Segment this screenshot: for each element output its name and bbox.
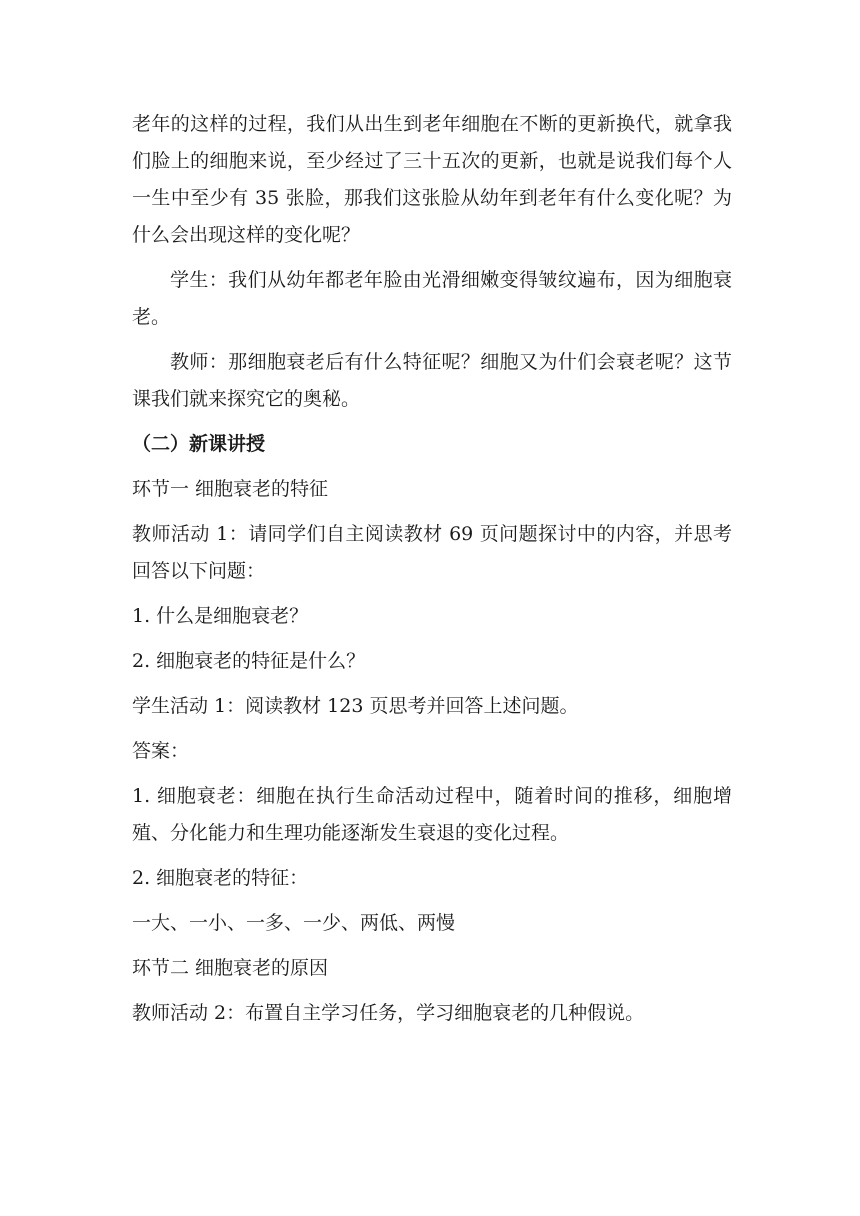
teacher-activity-1: 教师活动 1：请同学们自主阅读教材 69 页问题探讨中的内容，并思考回答以下问题： [132, 523, 732, 582]
answer-2: 2. 细胞衰老的特征： [132, 867, 309, 889]
teacher-activity-2: 教师活动 2：布置自主学习任务，学习细胞衰老的几种假说。 [132, 1002, 645, 1024]
document-body [132, 106, 732, 1040]
answer-1: 1. 细胞衰老：细胞在执行生命活动过程中，随着时间的推移，细胞增殖、分化能力和生理功能逐渐发生衰退的变化过程。 [132, 785, 732, 844]
student-response-paragraph: 学生：我们从幼年都老年脸由光滑细嫩变得皱纹遍布，因为细胞衰老。 [132, 269, 732, 328]
answer-2-detail: 一大、一小、一多、一少、两低、两慢 [132, 912, 456, 934]
answer-label: 答案： [132, 740, 190, 762]
teacher-question-paragraph: 教师：那细胞衰老后有什么特征呢？细胞又为什们会衰老呢？这节课我们就来探究它的奥秘。 [132, 351, 732, 410]
question-1: 1. 什么是细胞衰老？ [132, 605, 309, 627]
student-activity-1: 学生活动 1：阅读教材 123 页思考并回答上述问题。 [132, 695, 579, 717]
link1-title: 环节一 细胞衰老的特征 [132, 478, 329, 500]
question-2: 2. 细胞衰老的特征是什么？ [132, 650, 366, 672]
section-heading: （二）新课讲授 [132, 433, 266, 455]
intro-paragraph: 老年的这样的过程，我们从出生到老年细胞在不断的更新换代，就拿我们脸上的细胞来说，至少经过了三十五次的更新，也就是说我们每个人一生中至少有 35 张脸，那我们这张脸从幼年到老年有什么变化呢？为什么会出现这样的变化呢？ [132, 113, 732, 246]
link2-title: 环节二 细胞衰老的原因 [132, 957, 329, 979]
